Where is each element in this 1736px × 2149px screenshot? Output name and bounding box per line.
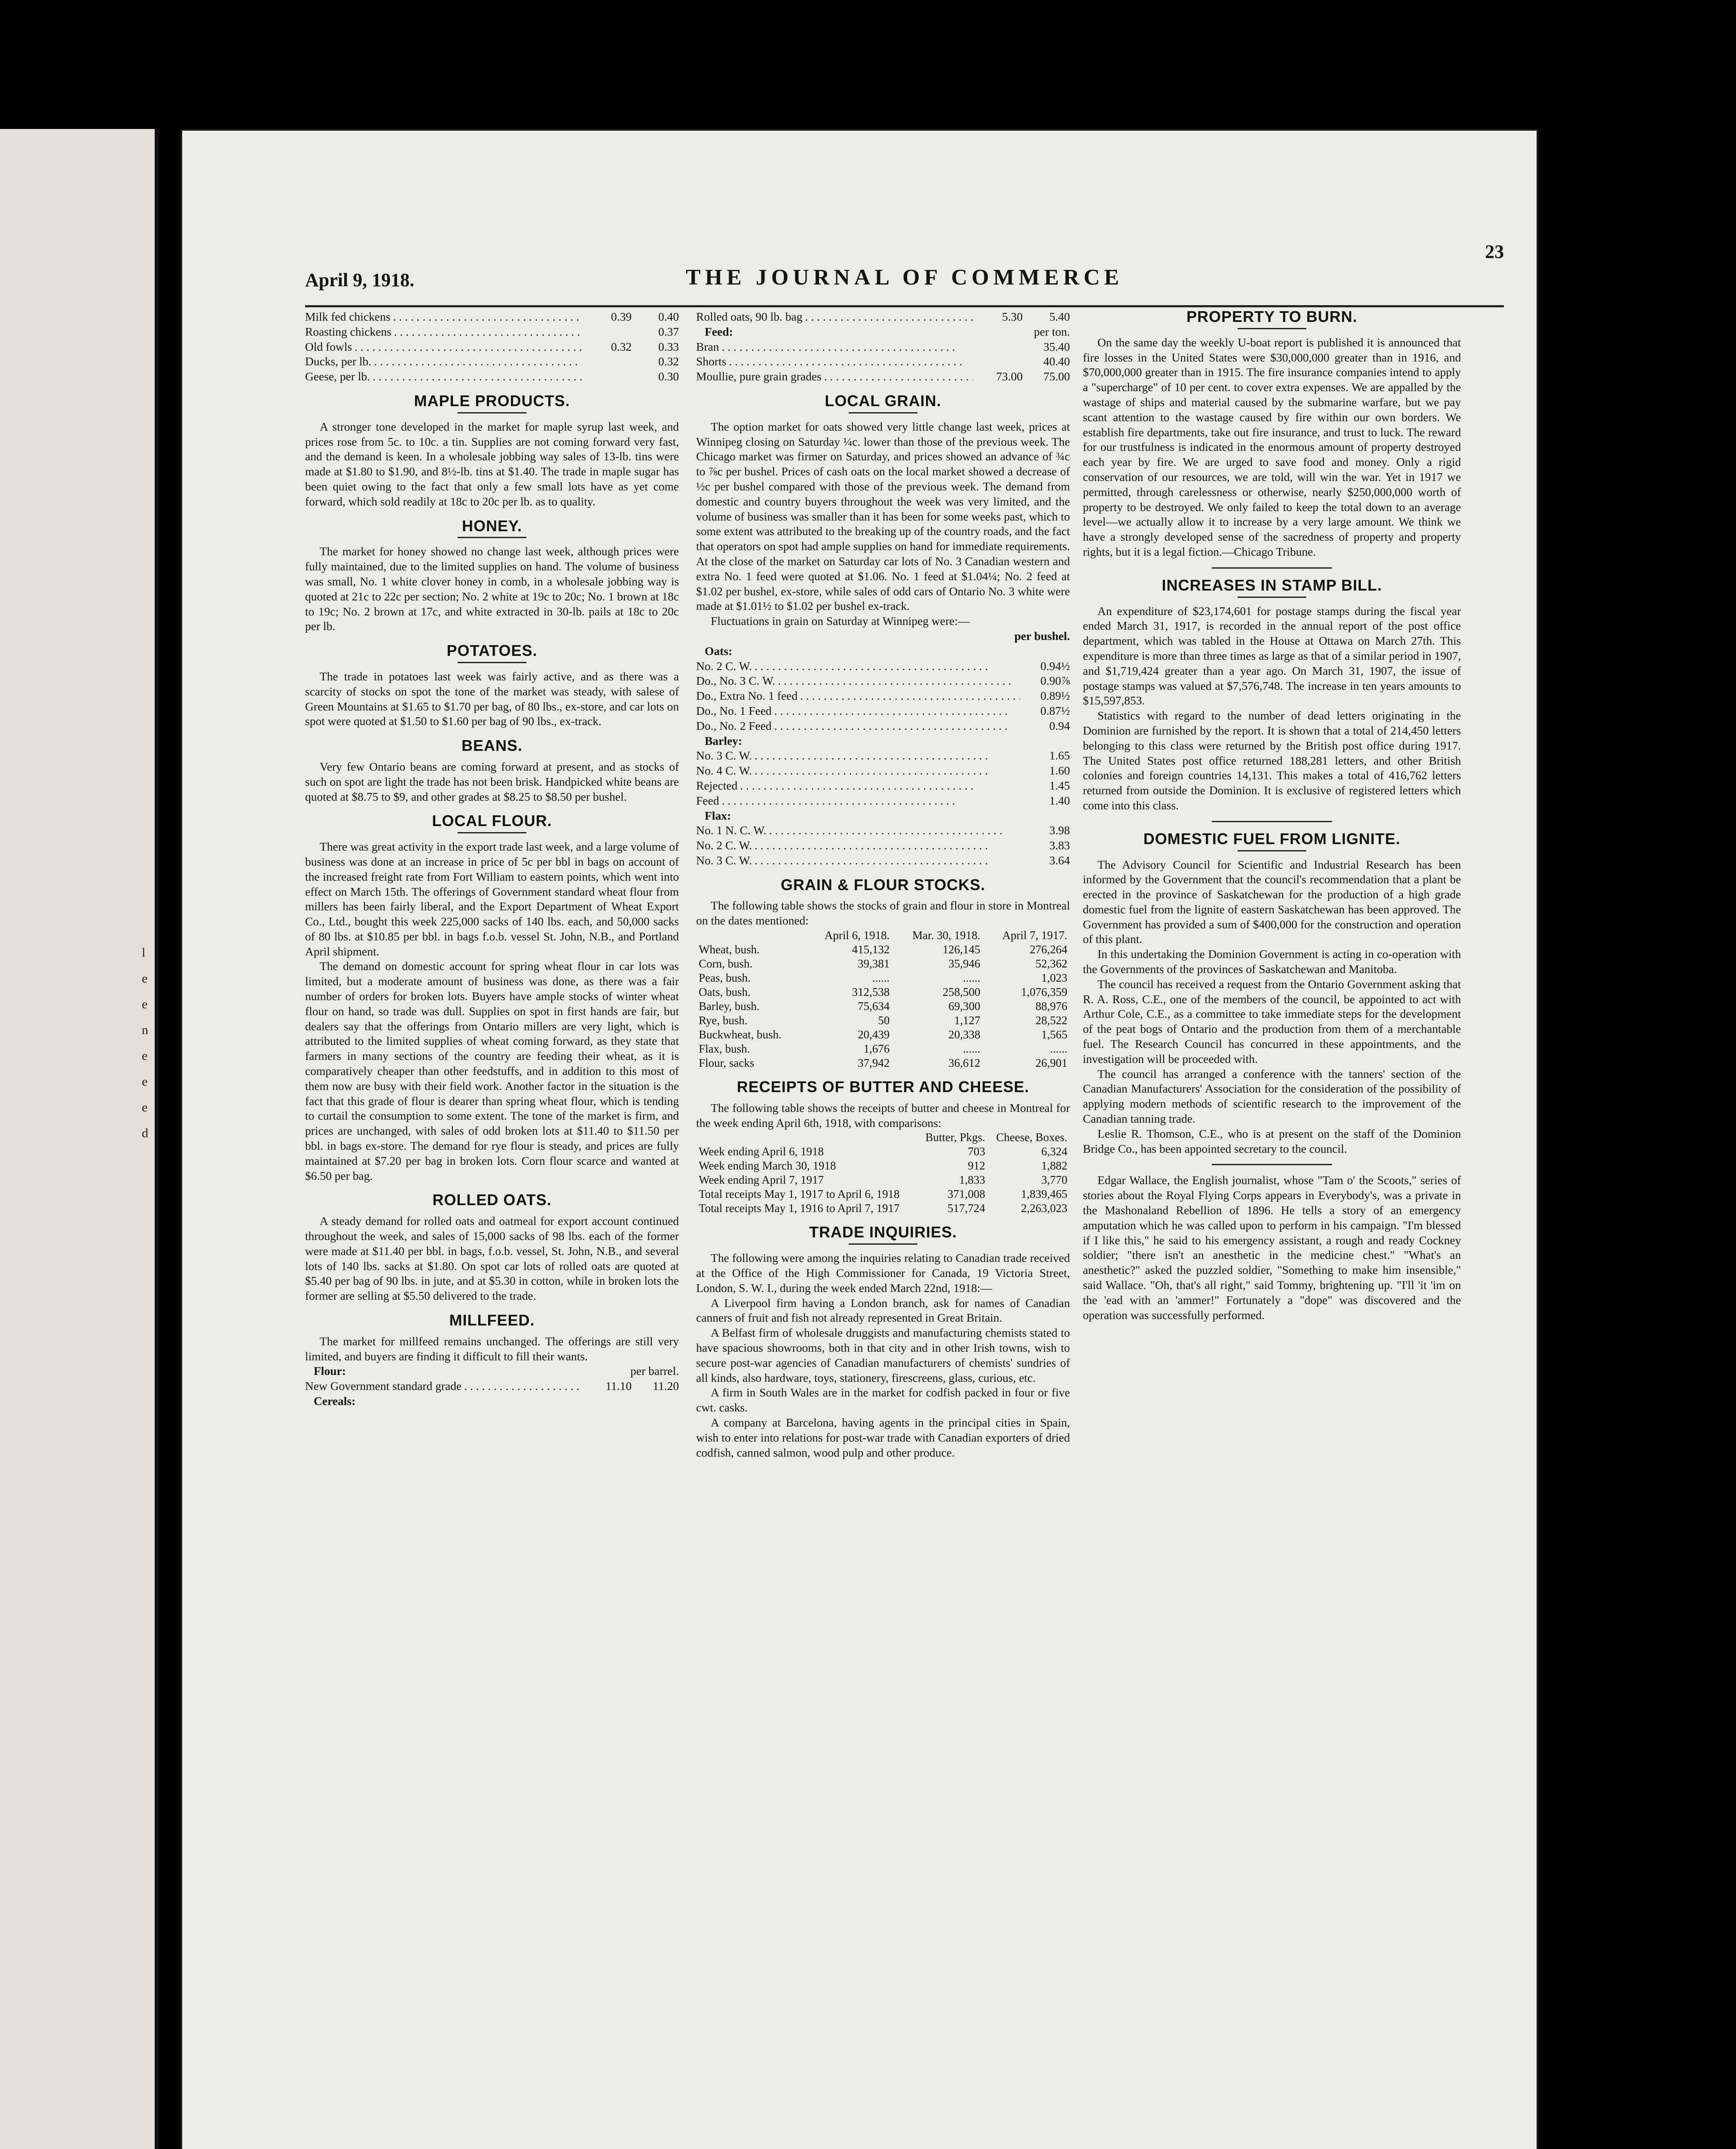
table-row: Oats, bush. 312,538 258,500 1,076,359 — [699, 986, 1067, 999]
article-paragraph: There was great activity in the export trade last week, and a large volume of business was done at an increase in price of 5c per bbl in bags on account of the increased freight rate from Fort William to eastern points, which went into effect on March 15th. The offerings of Government standard wheat flour from millers has been fairly liberal, and the Export Department of Wheat Export Co., Ltd., bought this week 225,000 sacks of 140 lbs. each, and 50,000 sacks of 80 lbs. at $10.85 per bbl. in bags f.o.b. vessel St. John, N.B., and Portland April shipment. — [305, 840, 679, 958]
table-row: Buckwheat, bush. 20,439 20,338 1,565 — [699, 1028, 1067, 1041]
section-heading: DOMESTIC FUEL FROM LIGNITE. — [1083, 832, 1461, 851]
price-row: Do., No. 3 C. W. . . . 0.90⅞ — [696, 673, 1070, 689]
section-heading: GRAIN & FLOUR STOCKS. — [780, 876, 986, 894]
price-row: Shorts . . . 40.40 — [696, 354, 1070, 369]
price-row: Milk fed chickens . . . 0.39 0.40 — [305, 309, 679, 324]
table-subheader: Cereals: — [314, 1394, 356, 1408]
price-row: New Government standard grade . . . 11.10 11.20 — [305, 1379, 679, 1394]
price-row: Do., No. 1 Feed . . . 0.87½ — [696, 704, 1070, 719]
article-paragraph: A Liverpool firm having a London branch, ask for names of Canadian canners of fruit and fish not already represented in Great Britain. — [696, 1296, 1070, 1325]
edge-fragment: e — [142, 997, 148, 1011]
price-row: No. 2 C. W. . . . 0.94½ — [696, 659, 1070, 674]
table-subheader: Flour: per barrel. — [314, 1364, 679, 1378]
column-header: Butter, Pkgs. — [925, 1131, 985, 1144]
page-header — [305, 241, 1504, 307]
section-heading: POTATOES. — [305, 643, 679, 663]
article-paragraph: A firm in South Wales are in the market for codfish packed in four or five cwt. casks. — [696, 1386, 1070, 1414]
article-paragraph: The following table shows the stocks of grain and flour in store in Montreal on the dates mentioned: — [696, 899, 1070, 928]
article-paragraph: Leslie R. Thomson, C.E., who is at present on the staff of the Dominion Bridge Co., has been appointed secretary to the council. — [1083, 1127, 1461, 1155]
section-heading: INCREASES IN STAMP BILL. — [1083, 578, 1461, 598]
page-number: 23 — [1485, 241, 1504, 262]
issue-date: April 9, 1918. — [305, 269, 415, 291]
price-row: Rolled oats, 90 lb. bag . . . 5.30 5.40 — [696, 309, 1070, 324]
table-row: Week ending April 6, 1918 703 6,324 — [699, 1145, 1067, 1158]
edge-fragment: e — [142, 971, 148, 986]
section-heading: BEANS. — [461, 737, 523, 755]
article-paragraph: The market for millfeed remains unchanged. The offerings are still very limited, and buyers are finding it difficult to fill their wants. — [305, 1334, 679, 1363]
butter-cheese-table — [696, 1130, 1070, 1215]
section-heading: MAPLE PRODUCTS. — [305, 394, 679, 413]
section-heading: LOCAL GRAIN. — [696, 394, 1070, 413]
column-1 — [305, 309, 679, 1409]
article-paragraph: Edgar Wallace, the English journalist, whose "Tam o' the Scoots," series of stories about the Royal Flying Corps appears in Everybody's, was a private in the Mashonaland Rebellion of 1896. He tells a story of an emergency amputation which he was called upon to perform in his campaign. "I'm blessed if I like this," he said to his emergency assistant, a rough and ready Cockney soldier; "there isn't an anesthetic in the medicine chest." "What's an anesthetic?" asked the puzzled soldier, "Something to make him insensible," said Wallace. "Oh, that's all right," said Tommy, brightening up. "I'll 'it 'im on the 'ead with an 'ammer!" Fortunately a "dope" was discovered and the operation was successfully performed. — [1083, 1173, 1461, 1322]
table-row: Rye, bush. 50 1,127 28,522 — [699, 1014, 1067, 1027]
section-heading: MILLFEED. — [449, 1311, 535, 1329]
table-row: Week ending March 30, 1918 912 1,882 — [699, 1159, 1067, 1172]
newspaper-page — [180, 129, 1538, 2149]
article-paragraph: A Belfast firm of wholesale druggists and manufacturing chemists stated to have spacious showrooms, both in that city and in other Irish towns, wish to secure post-war agencies of Canadian manufacturers of chemists' sundries of all kinds, also hardware, toys, stationery, firescreens, glass, curious, etc. — [696, 1326, 1070, 1384]
table-subheader: Barley: — [705, 734, 743, 747]
divider — [1212, 567, 1332, 569]
table-header-row — [696, 928, 1070, 943]
price-row: Moullie, pure grain grades . . . 73.00 75.00 — [696, 369, 1070, 384]
edge-fragment: d — [142, 1126, 148, 1140]
price-row: Ducks, per lb. . . . 0.32 — [305, 354, 679, 369]
table-subheader: Feed: per ton. — [705, 324, 1070, 338]
article-paragraph: The following table shows the receipts of butter and cheese in Montreal for the week ending April 6th, 1918, with comparisons: — [696, 1101, 1070, 1130]
article-paragraph: The option market for oats showed very little change last week, prices at Winnipeg closing on Saturday ¼c. lower than those of the previous week. The Chicago market was firmer on Saturday, and prices showed an advance of ¾c to ⅞c per bushel. Prices of cash oats on the local market showed a decrease of ½c per bushel compared with those of the previous week. The demand from domestic and country buyers throughout the week was very limited, and the volume of business was smaller than it has been for some weeks past, which to some extent was attributed to the breaking up of the country roads, and the fact that operators on spot had ample supplies on hand for immediate requirements. At the close of the market on Saturday car lots of No. 3 Canadian western and extra No. 1 feed were quoted at $1.06. No. 1 feed at $1.04¼; No. 2 feed at $1.02 per bushel, ex-store, while sales of odd cars of Ontario No. 3 white were made at $1.01½ to $1.02 per bushel ex-track. — [696, 419, 1070, 613]
article-paragraph: The council has arranged a conference with the tanners' section of the Canadian Manufacturers' Association for the consideration of the possibility of applying modern methods of scientific research to the improvement of the Canadian tanning trade. — [1083, 1067, 1461, 1126]
article-paragraph: A company at Barcelona, having agents in the principal cities in Spain, wish to enter into relations for post-war trade with Canadian exporters of dried codfish, canned salmon, wood pulp and other produce. — [696, 1416, 1070, 1459]
table-row: Total receipts May 1, 1917 to April 6, 1918 371,008 1,839,465 — [699, 1188, 1067, 1201]
edge-fragment: e — [142, 1074, 148, 1089]
table-row: Week ending April 7, 1917 1,833 3,770 — [699, 1173, 1067, 1187]
price-row: No. 1 N. C. W. . . . 3.98 — [696, 823, 1070, 838]
table-row: Flax, bush. 1,676 ...... ...... — [699, 1042, 1067, 1056]
article-paragraph: An expenditure of $23,174,601 for postage stamps during the fiscal year ended March 31, 1917, is recorded in the annual report of the post office department, which was tabled in the House at Ottawa on March 27th. This expenditure is more than three times as large as that of a similar period in 1907, and $1,719,424 greater than a year ago. On March 31, 1907, the issue of postage stamps was valued at $7,576,748. The increase in ten years amounts to $15,597,853. — [1083, 604, 1461, 707]
edge-fragment: e — [142, 1049, 148, 1063]
article-paragraph: The following were among the inquiries relating to Canadian trade received at the Office of the High Commissioner for Canada, 19 Victoria Street, London, S. W. I., during the week ended March 22nd, 1918:— — [696, 1251, 1070, 1295]
price-row: Do., No. 2 Feed . . . 0.94 — [696, 719, 1070, 734]
edge-fragment: l — [142, 946, 146, 960]
table-row: Total receipts May 1, 1916 to April 7, 1917 517,724 2,263,023 — [699, 1202, 1067, 1215]
article-paragraph: The council has received a request from the Ontario Government asking that R. A. Ross, C.E., one of the members of the council, be appointed to act with Arthur Cole, C.E., as a committee to take immediate steps for the development of the peat bogs of Ontario and the production from them of a merchantable fuel. The Research Council has concurred in these appointments, and the investigation will be proceeded with. — [1083, 977, 1461, 1065]
edge-fragment: n — [142, 1023, 148, 1037]
table-subheader: Oats: — [705, 644, 733, 658]
article-paragraph: A steady demand for rolled oats and oatmeal for export account continued throughout the week, and sales of 15,000 sacks of 98 lbs. each of the former were made at $11.40 per bbl. in bags, f.o.b. vessel, St. John, N.B., and several lots of 140 lbs. sacks at $1.80. On spot car lots of rolled oats are quoted at $5.40 per bag of 90 lbs. in jute, and at $5.30 in cotton, while in broken lots the former are selling at $5.50 delivered to the trade. — [305, 1214, 679, 1303]
table-row: Barley, bush. 75,634 69,300 88,976 — [699, 1000, 1067, 1013]
column-header: April 7, 1917. — [1002, 929, 1067, 942]
article-paragraph: Statistics with regard to the number of dead letters originating in the Dominion are furnished by the report. It is shown that a total of 214,450 letters belonging to this class were returned by the British post office during 1917. The United States post office returned 188,281 letters, and other British colonies and foreign countries 14,131. This makes a total of 416,762 letters returned from outside the Dominion. It is exclusive of registered letters which come into this class. — [1083, 709, 1461, 812]
unit-label: per bushel. — [1014, 629, 1070, 643]
edge-fragment: e — [142, 1100, 148, 1114]
price-row: Rejected . . . 1.45 — [696, 778, 1070, 793]
section-heading: TRADE INQUIRIES. — [696, 1225, 1070, 1245]
price-row: Feed . . . 1.40 — [696, 793, 1070, 808]
section-heading: HONEY. — [305, 519, 679, 539]
article-paragraph: In this undertaking the Dominion Government is acting in co-operation with the Governments of the provinces of Saskatchewan and Manitoba. — [1083, 947, 1461, 976]
table-subheader: Flax: — [705, 808, 731, 822]
divider — [1212, 821, 1332, 822]
article-paragraph: The demand on domestic account for spring wheat flour in car lots was limited, but a moderate amount of business was done, as there was a fair number of orders for broken lots. Buyers have ample stocks of winter wheat flour on hand, so trade was dull. Supplies on spot in first hands are fair, but dealers say that the offerings from Ontario millers are very light, which is attributed to the limited supplies of wheat coming forward, as they state that farmers in many sections of the country are feeding their wheat, as it is comparatively cheaper than other feedstuffs, and in addition to this most of them now are busy with their field work. Another factor in the situation is the fact that this grade of flour is dearer than spring wheat flour, which is tending to curtail the consumption to some extent. The tone of the market is firm, and prices are unchanged, with sales of odd broken lots at $11.40 to $11.50 per bbl. in bags ex-store. The demand for rye flour is steady, and prices are fully maintained at $7.20 per bag in broken lots. Corn flour scarce and wanted at $6.50 per bag. — [305, 959, 679, 1182]
price-row: Bran . . . 35.40 — [696, 340, 1070, 355]
price-row: No. 3 C. W. . . . 1.65 — [696, 748, 1070, 763]
article-paragraph: The Advisory Council for Scientific and Industrial Research has been informed by the Government that the council's recommendation that a plant be erected in the province of Saskatchewan for the production of a high grade domestic fuel from the lignite of eastern Saskatchewan has been approved. The Government has provided a sum of $400,000 for the construction and operation of this plant. — [1083, 857, 1461, 946]
adjacent-page-edge — [0, 129, 159, 2149]
price-row: Do., Extra No. 1 feed . . . 0.89½ — [696, 689, 1070, 704]
table-row: Corn, bush. 39,381 35,946 52,362 — [699, 957, 1067, 970]
article-paragraph: A stronger tone developed in the market for maple syrup last week, and prices rose from 5c. to 10c. a tin. Supplies are not coming forward very fast, and the demand is keen. In a wholesale jobbing way sales of 13-lb. tins were made at $1.80 to $1.90, and 8½-lb. tins at $1.40. The trade in maple sugar has been quiet owing to the fact that only a few small lots have as yet come forward, which sold readily at 18c to 20c per lb. as to quality. — [305, 419, 679, 508]
article-paragraph: Fluctuations in grain on Saturday at Winnipeg were:— — [711, 614, 970, 628]
column-header: Cheese, Boxes. — [996, 1131, 1067, 1144]
section-heading: RECEIPTS OF BUTTER AND CHEESE. — [737, 1078, 1030, 1096]
article-paragraph: The trade in potatoes last week was fairly active, and as there was a scarcity of stocks on spot the tone of the market was steady, with salese of Green Mountains at $1.65 to $1.70 per bag, of 80 lbs., ex-store, and car lots on spot were quoted at $1.50 to $1.60 per bag of 90 lbs., ex-track. — [305, 669, 679, 728]
grain-stocks-table — [696, 928, 1070, 1070]
column-3 — [1083, 309, 1461, 1322]
article-paragraph: Very few Ontario beans are coming forward at present, and as stocks of such on spot are light the trade has not been brisk. Handpicked white beans are quoted at $8.75 to $9, and other grades at $8.25 to $8.50 per bushel. — [305, 759, 679, 803]
masthead: THE JOURNAL OF COMMERCE — [685, 265, 1124, 290]
table-row: Peas, bush. ...... ...... 1,023 — [699, 971, 1067, 985]
price-row: No. 4 C. W. . . . 1.60 — [696, 763, 1070, 778]
price-row: No. 3 C. W. . . . 3.64 — [696, 853, 1070, 868]
price-row: Old fowls . . . 0.32 0.33 — [305, 340, 679, 355]
article-paragraph: The market for honey showed no change last week, although prices were fully maintained, due to the limited supplies on hand. The volume of business was small, No. 1 white clover honey in comb, in a wholesale jobbing way is quoted at 21c to 22c per section; No. 2 white at 19c to 20c; No. 1 brown at 18c to 19c; No. 2 brown at 17c, and white extracted in 30-lb. pails at 18c to 20c per lb. — [305, 545, 679, 633]
section-heading: ROLLED OATS. — [432, 1191, 552, 1209]
table-row: Wheat, bush. 415,132 126,145 276,264 — [699, 943, 1067, 956]
section-heading: PROPERTY TO BURN. — [1083, 309, 1461, 329]
column-header: Mar. 30, 1918. — [912, 929, 981, 942]
column-header: April 6, 1918. — [824, 929, 890, 942]
price-row: No. 2 C. W. . . . 3.83 — [696, 838, 1070, 853]
price-row: Roasting chickens . . . 0.37 — [305, 324, 679, 340]
section-heading: LOCAL FLOUR. — [305, 814, 679, 833]
article-paragraph: On the same day the weekly U-boat report is published it is announced that fire losses in the United States were $30,000,000 greater than in 1916, and $70,000,000 greater than in 1915. The fire insurance companies intend to apply a "supercharge" of 10 per cent. to cover extra expenses. We are appalled by the wastage of ships and material caused by the submarine warfare, but we pay scant attention to the wastage caused by fire within our own borders. We establish fire departments, take out fire insurance, and trust to luck. The reward for our trustfulness is indicated in the enormous amount of property destroyed each year by fire. We are urged to save food and money. Only a rigid conservation of our resources, we are told, will win the war. Yet in 1917 we permitted, through carelessness or otherwise, nearly $250,000,000 worth of property to be destroyed. We only failed to keep the total down to an average level—we actually allow it to increase by a very large amount. We think we have a strongly developed sense of the sacredness of property and property rights, but it is a legal fiction.—Chicago Tribune. — [1083, 335, 1461, 558]
divider — [1212, 1164, 1332, 1165]
table-row: Flour, sacks 37,942 36,612 26,901 — [699, 1056, 1067, 1070]
price-row: Geese, per lb. . . . 0.30 — [305, 369, 679, 384]
column-2 — [696, 309, 1070, 1460]
table-header-row — [696, 1130, 1070, 1145]
